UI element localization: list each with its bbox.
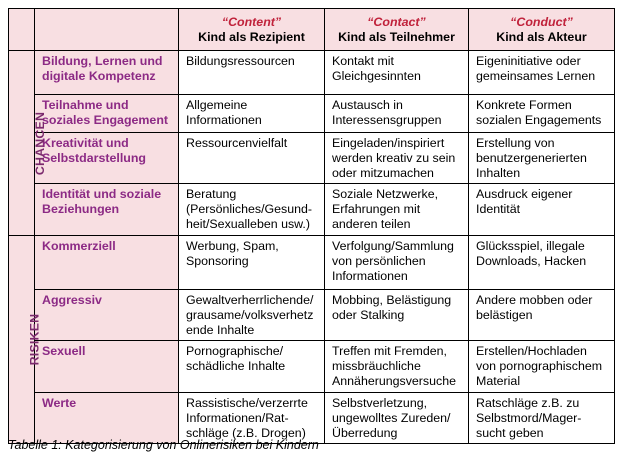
cell-contact-line: Kontakt mit (332, 54, 394, 68)
cell-content-line: Allgemeine (186, 98, 248, 112)
cell-conduct (469, 184, 615, 236)
group-risiken-label: RISIKEN (27, 313, 42, 366)
cell-contact (325, 51, 469, 95)
cell-content-line: Informationen (186, 113, 262, 127)
cell-contact-line: Eingeladen/inspiriert (332, 136, 445, 150)
cell-content-line: Beratung (186, 187, 237, 201)
cell-conduct (469, 236, 615, 290)
row-label-line: Beziehungen (42, 202, 120, 216)
cell-contact-line: von persönlichen (332, 254, 426, 268)
cell-conduct-line: Erstellung von (476, 136, 555, 150)
row-label (35, 51, 179, 95)
cell-content-line: Bildungsressourcen (186, 54, 295, 68)
table-body (9, 51, 615, 444)
corner-cell (9, 9, 35, 51)
cell-contact (325, 393, 469, 444)
cell-contact-line: Gleichgesinnten (332, 69, 421, 83)
cell-content (179, 290, 325, 341)
table-row (9, 133, 615, 184)
cell-content-line: Werbung, Spam, (186, 239, 279, 253)
cell-conduct (469, 95, 615, 133)
cell-content-line: ende Inhalte (186, 323, 255, 337)
header-empty-cell (35, 9, 179, 51)
cell-conduct (469, 393, 615, 444)
group-risiken (9, 236, 42, 444)
cell-content-line: (Persönliches/Gesund- (186, 202, 313, 216)
table-row (9, 236, 615, 290)
group-chancen (9, 51, 48, 236)
table-row (9, 184, 615, 236)
table-row (9, 95, 615, 133)
header-content-sub: Kind als Rezipient (198, 29, 305, 44)
row-label (35, 341, 179, 393)
cell-contact-line: Austausch in (332, 98, 403, 112)
cell-conduct-line: sozialen Engagements (476, 113, 602, 127)
table-caption: Tabelle 1: Kategorisierung von Onlinerisiken bei Kindern (8, 438, 319, 452)
cell-conduct (469, 133, 615, 184)
cell-conduct-line: belästigen (476, 308, 533, 322)
cell-contact-line: oder Stalking (332, 308, 405, 322)
cell-contact-line: werden kreativ zu sein (332, 151, 456, 165)
cell-content (179, 133, 325, 184)
cell-content-line: Informationen/Rat- (186, 411, 289, 425)
cell-contact-line: Informationen (332, 269, 408, 283)
row-label-line: Sexuell (42, 344, 86, 358)
cell-contact (325, 184, 469, 236)
cell-conduct-line: Inhalten (476, 166, 521, 180)
cell-content-line: Ressourcenvielfalt (186, 136, 288, 150)
header-contact-sub: Kind als Teilnehmer (338, 29, 455, 44)
table-row (9, 341, 615, 393)
table-row (9, 393, 615, 444)
table-row (9, 51, 615, 95)
row-label (35, 95, 179, 133)
cell-content (179, 393, 325, 444)
cell-content-line: Sponsoring (186, 254, 249, 268)
cell-content-line: grausame/volksverhetz (186, 308, 314, 322)
cell-contact-line: missbräuchliche (332, 359, 421, 373)
cell-contact-line: Mobbing, Belästigung (332, 293, 452, 307)
cell-conduct-line: benutzergenerierten (476, 151, 587, 165)
cell-contact-line: Selbstverletzung, (332, 396, 428, 410)
row-label-line: Selbstdarstellung (42, 151, 146, 165)
cell-conduct-line: Identität (476, 202, 521, 216)
cell-contact-line: Überredung (332, 426, 398, 440)
row-label-line: Bildung, Lernen und (42, 54, 163, 68)
cell-conduct-line: Glücksspiel, illegale (476, 239, 585, 253)
header-contact-quote: “Contact” (367, 14, 426, 29)
cell-content-line: Pornographische/ (186, 344, 284, 358)
cell-content-line: schläge (z.B. Drogen) (186, 426, 306, 440)
row-label-line: Werte (42, 396, 77, 410)
cell-contact-line: Erfahrungen mit (332, 202, 421, 216)
row-label-line: Aggressiv (42, 293, 102, 307)
risk-table (8, 8, 615, 444)
cell-content-line: schädliche Inhalte (186, 359, 286, 373)
cell-contact-line: Annäherungsversuche (332, 374, 456, 388)
cell-content-line: Gewaltverherrlichende/ (186, 293, 314, 307)
cell-conduct-line: sucht geben (476, 426, 544, 440)
group-chancen-label: CHANCEN (33, 111, 48, 175)
cell-conduct (469, 51, 615, 95)
cell-conduct-line: Downloads, Hacken (476, 254, 587, 268)
cell-content (179, 51, 325, 95)
cell-content (179, 341, 325, 393)
cell-conduct (469, 341, 615, 393)
row-label (35, 133, 179, 184)
cell-content (179, 184, 325, 236)
cell-conduct-line: Ratschläge z.B. zu (476, 396, 580, 410)
header-conduct-sub: Kind als Akteur (496, 29, 587, 44)
cell-conduct-line: gemeinsames Lernen (476, 69, 596, 83)
cell-conduct-line: Erstellen/Hochladen (476, 344, 587, 358)
row-label (35, 236, 179, 290)
header-contact (325, 9, 469, 51)
cell-conduct-line: Material (476, 374, 521, 388)
header-conduct-quote: “Conduct” (510, 14, 573, 29)
cell-conduct-line: von pornographischem (476, 359, 603, 373)
row-label-line: Identität und soziale (42, 187, 162, 201)
row-label-line: Kommerziell (42, 239, 116, 253)
cell-contact (325, 290, 469, 341)
cell-conduct (469, 290, 615, 341)
cell-contact-line: oder mitzumachen (332, 166, 434, 180)
row-label (35, 393, 179, 444)
row-label-line: Teilnahme und (42, 98, 129, 112)
cell-contact (325, 133, 469, 184)
cell-conduct-line: Andere mobben oder (476, 293, 593, 307)
cell-content (179, 236, 325, 290)
row-label (35, 184, 179, 236)
row-label (35, 290, 179, 341)
cell-contact-line: Soziale Netzwerke, (332, 187, 439, 201)
cell-content-line: heit/Sexualleben usw.) (186, 217, 310, 231)
table-row (9, 290, 615, 341)
cell-conduct-line: Ausdruck eigener (476, 187, 573, 201)
cell-contact-line: Interessensgruppen (332, 113, 442, 127)
cell-conduct-line: Konkrete Formen (476, 98, 572, 112)
cell-contact-line: Verfolgung/Sammlung (332, 239, 454, 253)
cell-contact-line: Treffen mit Fremden, (332, 344, 447, 358)
row-label-line: Kreativität und (42, 136, 129, 150)
cell-contact (325, 95, 469, 133)
cell-contact (325, 341, 469, 393)
row-label-line: soziales Engagement (42, 113, 169, 127)
cell-contact-line: ungewolltes Zureden/ (332, 411, 451, 425)
row-label-line: digitale Kompetenz (42, 69, 156, 83)
cell-contact (325, 236, 469, 290)
cell-conduct-line: Selbstmord/Mager- (476, 411, 582, 425)
header-content (179, 9, 325, 51)
cell-conduct-line: Eigeninitiative oder (476, 54, 581, 68)
header-content-quote: “Content” (221, 14, 282, 29)
cell-contact-line: anderen teilen (332, 217, 411, 231)
header-conduct (469, 9, 615, 51)
cell-content-line: Rassistische/verzerrte (186, 396, 308, 410)
header-row (9, 9, 615, 51)
cell-content (179, 95, 325, 133)
